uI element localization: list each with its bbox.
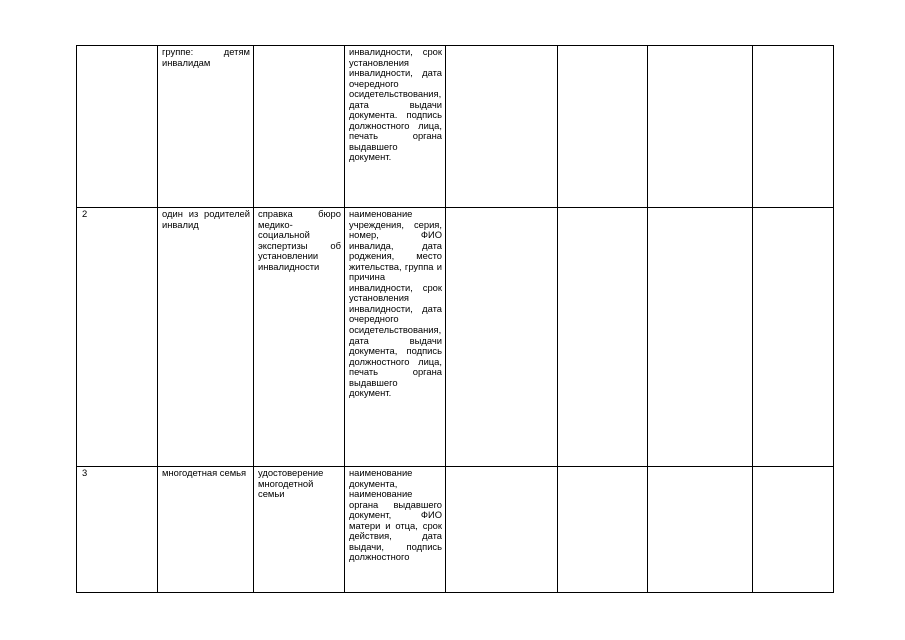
document-cell: удостоверение многодетной семьи — [254, 467, 345, 593]
document-cell — [254, 46, 345, 208]
empty-cell — [558, 208, 648, 467]
table-row — [77, 208, 834, 467]
empty-cell — [558, 46, 648, 208]
empty-cell — [446, 208, 558, 467]
document-cell: справка бюро медико-социальной экспертизы об установлении инвалидности — [254, 208, 345, 467]
table-row — [77, 46, 834, 208]
empty-cell — [648, 467, 753, 593]
details-cell: наименование учреждения, серия, номер, ФИО инвалида, дата роджения, место жительства, группа и причина инвалидности, срок установления инвалидности, дата очередного осидетельствования, дата выдачи документа, подпись должностного лица, печать органа выдавшего документ. — [345, 208, 446, 467]
category-cell: один из родителей инвалид — [158, 208, 254, 467]
empty-cell — [558, 467, 648, 593]
row-number: 3 — [77, 467, 158, 593]
empty-cell — [753, 208, 834, 467]
empty-cell — [753, 467, 834, 593]
empty-cell — [648, 208, 753, 467]
empty-cell — [753, 46, 834, 208]
empty-cell — [648, 46, 753, 208]
category-cell: многодетная семья — [158, 467, 254, 593]
details-cell: инвалидности, срок установления инвалидности, дата очередного осидетельствования, дата выдачи документа. подпись должностного лица, печать органа выдавшего документ. — [345, 46, 446, 208]
category-cell: группе: детям инвалидам — [158, 46, 254, 208]
empty-cell — [446, 467, 558, 593]
document-table — [76, 45, 834, 593]
row-number: 2 — [77, 208, 158, 467]
empty-cell — [446, 46, 558, 208]
details-cell: наименование документа, наименование органа выдавшего документ, ФИО матери и отца, срок действия, дата выдачи, подпись должностного — [345, 467, 446, 593]
table-row — [77, 467, 834, 593]
row-number — [77, 46, 158, 208]
